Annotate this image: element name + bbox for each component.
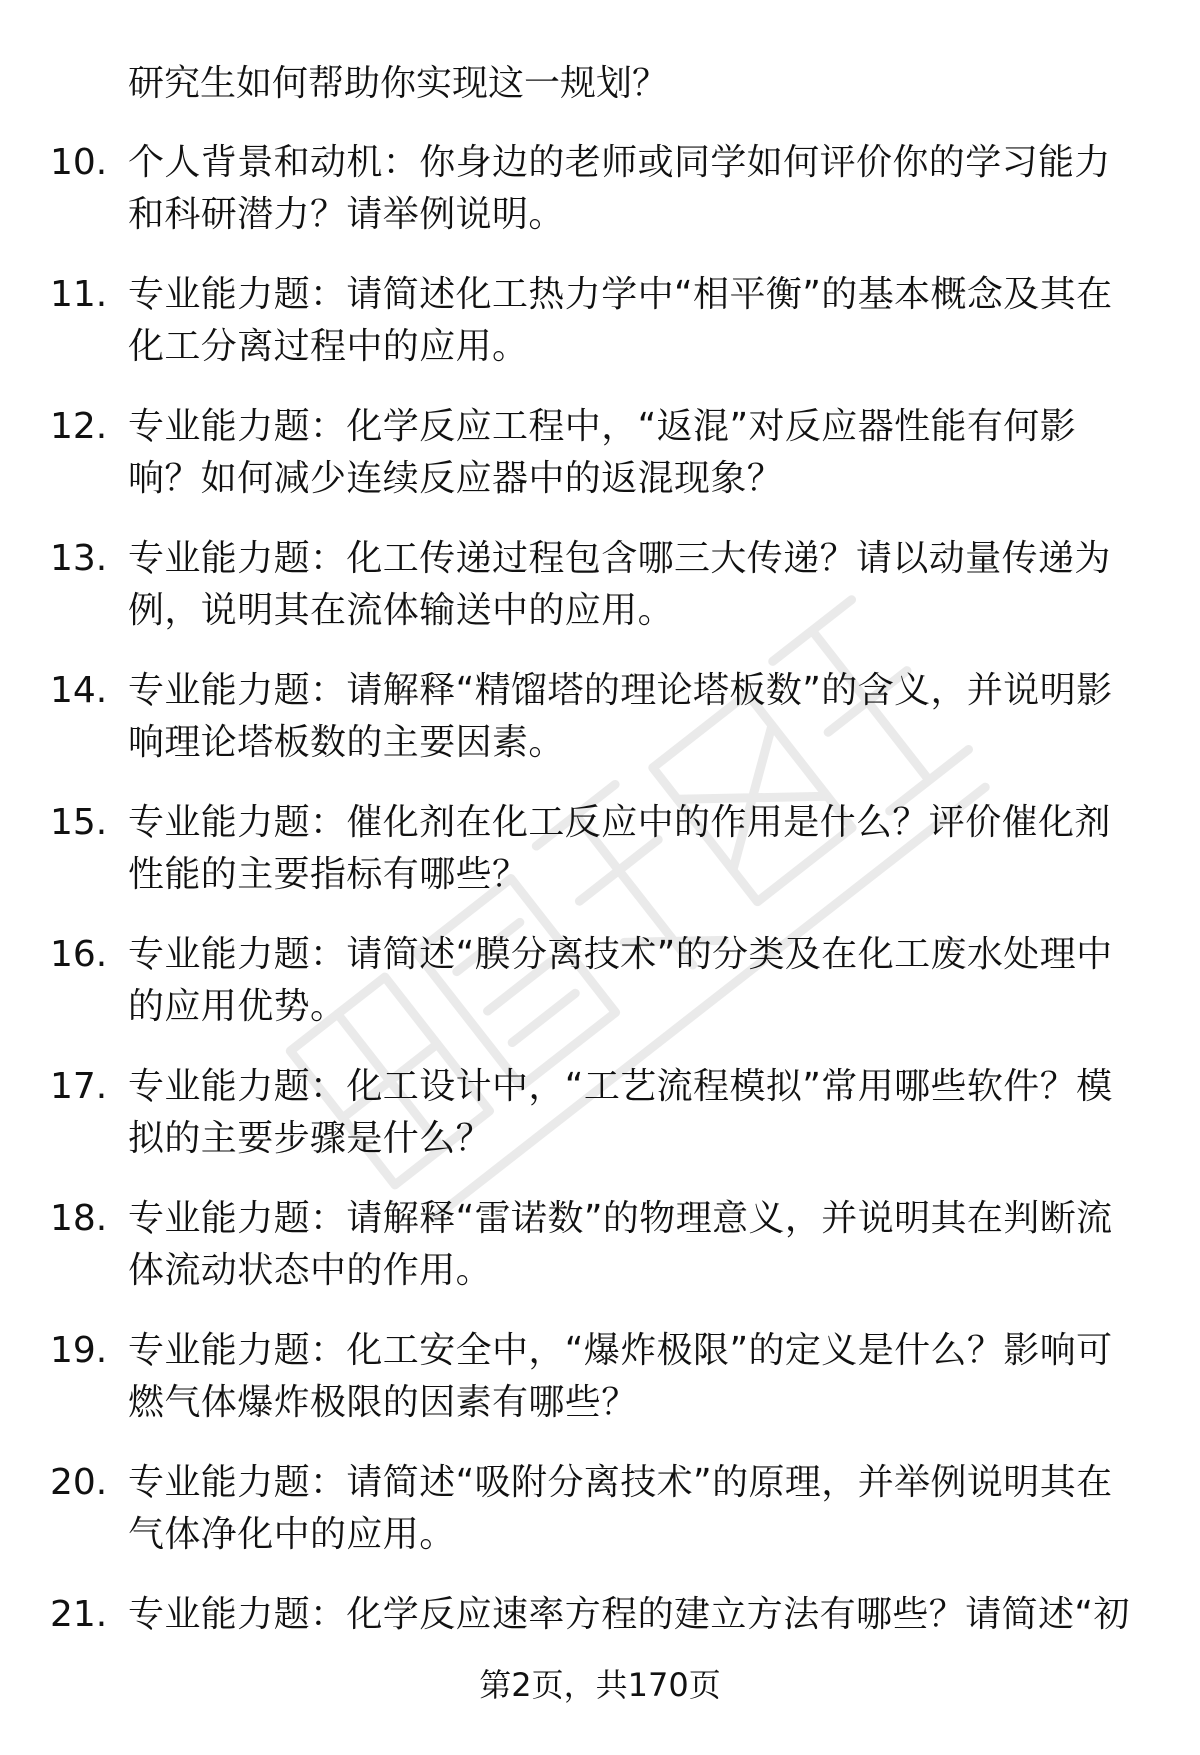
question-text: 专业能力题：请简述“吸附分离技术”的原理，并举例说明其在气体净化中的应用。 <box>128 1462 1113 1555</box>
question-text: 专业能力题：化工安全中，“爆炸极限”的定义是什么？影响可燃气体爆炸极限的因素有哪些？ <box>128 1330 1113 1423</box>
question-number: 14. <box>50 670 108 711</box>
question-number: 19. <box>50 1330 108 1371</box>
question-number: 20. <box>50 1462 108 1503</box>
list-item <box>0 665 1200 797</box>
list-item <box>0 533 1200 665</box>
question-text: 专业能力题：请解释“雷诺数”的物理意义，并说明其在判断流体流动状态中的作用。 <box>128 1198 1113 1291</box>
question-number: 18. <box>50 1198 108 1239</box>
list-item <box>0 137 1200 269</box>
list-item <box>0 401 1200 533</box>
page-footer: 第2页，共170页 <box>479 1666 721 1704</box>
question-text: 专业能力题：化工设计中，“工艺流程模拟”常用哪些软件？模拟的主要步骤是什么？ <box>128 1066 1113 1159</box>
question-number: 16. <box>50 934 108 975</box>
question-number: 21. <box>50 1594 108 1635</box>
question-number: 15. <box>50 802 108 843</box>
question-text: 专业能力题：化学反应工程中，“返混”对反应器性能有何影响？如何减少连续反应器中的返混现象？ <box>128 406 1077 499</box>
question-text: 专业能力题：化学反应速率方程的建立方法有哪些？请简述“初 <box>128 1594 1130 1635</box>
list-item <box>0 797 1200 929</box>
question-text: 专业能力题：请简述化工热力学中“相平衡”的基本概念及其在化工分离过程中的应用。 <box>128 274 1113 367</box>
question-text: 专业能力题：请简述“膜分离技术”的分类及在化工废水处理中的应用优势。 <box>128 934 1113 1027</box>
list-item <box>0 269 1200 401</box>
question-text: 专业能力题：请解释“精馏塔的理论塔板数”的含义，并说明影响理论塔板数的主要因素。 <box>128 670 1113 763</box>
question-number: 11. <box>50 274 108 315</box>
list-item <box>0 929 1200 1061</box>
question-text: 专业能力题：催化剂在化工反应中的作用是什么？评价催化剂性能的主要指标有哪些？ <box>128 802 1111 895</box>
list-item <box>0 1193 1200 1325</box>
question-text: 专业能力题：化工传递过程包含哪三大传递？请以动量传递为例，说明其在流体输送中的应用。 <box>128 538 1111 631</box>
question-number: 17. <box>50 1066 108 1107</box>
question-number: 10. <box>50 142 108 183</box>
question-text: 个人背景和动机：你身边的老师或同学如何评价你的学习能力和科研潜力？请举例说明。 <box>128 142 1111 235</box>
question-number: 13. <box>50 538 108 579</box>
continuation-text: 研究生如何帮助你实现这一规划？ <box>128 63 669 104</box>
list-item <box>0 1325 1200 1457</box>
question-number: 12. <box>50 406 108 447</box>
question-list <box>0 137 1200 1721</box>
list-item <box>0 1457 1200 1589</box>
list-item <box>0 1061 1200 1193</box>
